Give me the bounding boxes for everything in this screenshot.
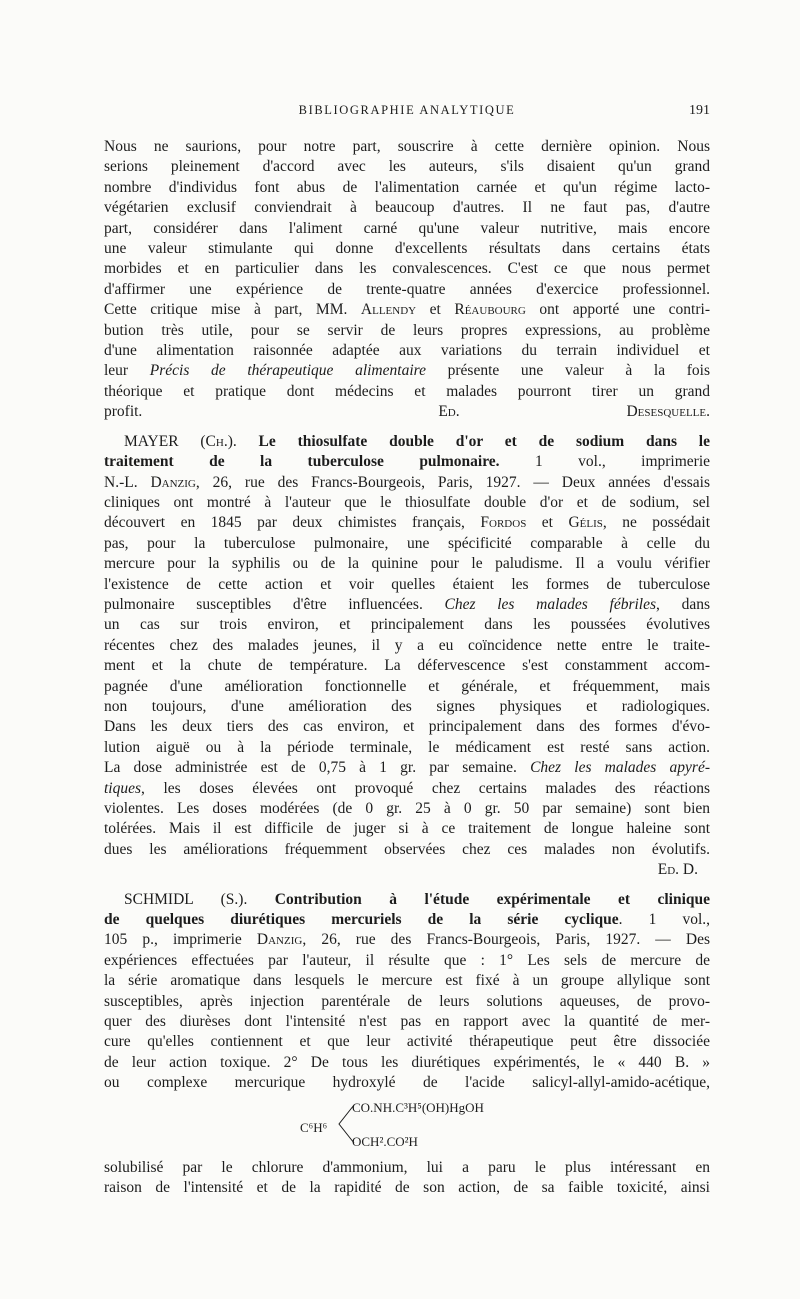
entry-title: Contribution à l'étude expérimentale et clinique [274,890,710,908]
text-fragment: N.-L. [104,473,151,491]
author-name: Réaubourg [454,301,526,319]
text-line: part, considérer dans l'aliment carné qu'une valeur nutritive, mais encore [104,219,710,237]
text-line: de leur action toxique. 2° De tous les diurétiques expérimentés, le « 440 B. » [104,1053,710,1071]
text-line: pas, pour la tuberculose pulmonaire, une spécificité comparable à celle du [104,534,710,552]
entry-title: traitement de la tuberculose pulmonaire. [104,453,500,471]
text-fragment: , dans [656,595,711,613]
entry-heading-line [104,432,710,452]
text-line [104,595,710,615]
text-line [104,402,710,422]
entry-heading-line [104,890,710,910]
text-fragment: MAYER ( [124,432,206,450]
page-number: 191 [689,103,710,118]
author-name: Allendy [360,301,417,319]
text-line: d'affirmer une expérience de trente-quatre années d'exercice professionnel. [104,280,710,298]
text-line: mercure pour la syphilis ou de la quinine pour le paludisme. Il a voulu vérifier [104,555,710,573]
text-fragment: 1 vol., imprimerie [499,453,711,471]
publisher-name: Danzig [256,931,303,949]
text-fragment: La dose administrée est de 0,75 à 1 gr. par semaine. [104,759,531,777]
review-schmidl [104,890,710,1094]
text-line: serions pleinement d'accord avec les auteurs, s'ils disaient qu'un grand [104,158,710,176]
reviewer-signature: Ed. Desesquelle. [438,403,710,421]
entry-title: de quelques diurétiques mercuriels de la série cyclique [104,911,619,929]
text-line: théorique et pratique dont médecins et malades pourront tirer un grand [104,382,710,400]
text-line: violentes. Les doses modérées (de 0 gr. 25 à 0 gr. 50 par semaine) sont bien [104,800,710,817]
text-line: tolérées. Mais il est difficile de juger si à ce traitement de longue haleine sont [104,820,710,838]
review-schmidl-continuation [104,1158,710,1199]
text-line: quer des diurèses dont l'intensité n'est pas en rapport avec la quantité de mer- [104,1013,710,1031]
text-fragment: pulmonaire susceptibles d'être influencées. [104,595,445,613]
text-line: végétarien exclusif conviendrait à beaucoup d'autres. Il ne faut pas, d'autre [104,199,710,217]
text-fragment: ). [227,432,259,450]
reviewer-signature: Ed. D. [657,861,698,879]
text-line: morbides et en particulier dans les convalescences. C'est ce que nous permet [104,260,710,278]
text-line: Dans les deux tiers des cas environ, et principalement dans des formes d'évo- [104,718,710,736]
text-fragment: profit. [104,403,143,421]
entry-heading-line [104,910,710,930]
text-line: lution aiguë ou à la période terminale, le médicament est resté sans action. [104,738,710,756]
book-title: Précis de thérapeutique alimentaire [149,362,426,380]
chemical-formula [104,1098,710,1156]
text-line: récentes chez des malades jeunes, il y a eu coïncidence nette entre le traite- [104,636,710,654]
formula-lower-group: OCH².CO²H [352,1133,418,1149]
text-line: expériences effectuées par l'auteur, il résulte que : 1° Les sels de mercure de [104,951,710,969]
text-line: nombre d'individus font abus de l'alimentation carnée et qu'un régime lacto- [104,178,710,196]
text-fragment: et [416,301,455,319]
text-fragment: , 26, rue des Francs-Bourgeois, Paris, 1927. — Deux années d'essais [195,473,710,491]
text-line: un cas sur trois environ, et principalement dans les poussées évolutives [104,616,710,634]
text-fragment: , les doses élevées ont provoqué chez certains malades des réactions [141,779,710,797]
text-line: non toujours, d'une amélioration des signes physiques et radiologiques. [104,697,710,715]
text-line [104,513,710,533]
text-line: susceptibles, après injection parentérale de leurs solutions aqueuses, de provo- [104,992,710,1010]
text-fragment: 105 p., imprimerie [104,931,257,949]
running-head-title: BIBLIOGRAPHIE ANALYTIQUE [298,103,516,117]
text-fragment: , 26, rue des Francs-Bourgeois, Paris, 1927. — Des [302,931,710,949]
text-fragment: , ne possédait [602,514,710,532]
body-text [104,137,710,1199]
text-fragment: présente une valeur à la fois [425,362,711,380]
text-line: cure qu'elles contiennent et que leur activité thérapeutique peut être dissociée [104,1033,710,1051]
text-line: raison de l'intensité et de la rapidité de son action, de sa faible toxicité, ainsi [104,1179,710,1197]
text-line: l'existence de cette action et voir quelles étaient les formes de tuberculose [104,575,710,593]
text-line [104,779,710,799]
text-line [104,361,710,381]
text-line: la série aromatique dans lesquels le mercure est fixé à un groupe allylique sont [104,972,710,990]
chemist-name: Gélis [568,514,603,532]
text-line [104,930,710,950]
text-line: ou complexe mercurique hydroxylé de l'acide salicyl-allyl-amido-acétique, [104,1074,710,1092]
text-fragment: découvert en 1845 par deux chimistes français, [104,514,481,532]
emphasis: tiques [104,779,142,797]
text-line: cliniques ont montré à l'auteur que le thiosulfate double d'or et de sodium, sel [104,493,710,511]
text-line: bution très utile, pour se servir de leurs propres expressions, au problème [104,321,710,339]
text-line: une valeur stimulante qui donne d'excellents résultats dans certains états [104,240,710,258]
text-line: d'une alimentation raisonnée adaptée aux variations du terrain individuel et [104,342,710,360]
running-head [104,103,710,123]
text-fragment: . 1 vol., [618,911,711,929]
author-initial: Ch. [205,432,228,450]
entry-title: Le thiosulfate double d'or et de sodium dans le [258,432,710,450]
text-line: dues les améliorations fréquemment observées chez ces malades non évolutifs. [104,840,710,858]
text-fragment: Cette critique mise à part, MM. [104,301,361,319]
formula-upper-group: CO.NH.C³H⁵(OH)HgOH [352,1099,484,1115]
text-line: Nous ne saurions, pour notre part, souscrire à cette dernière opinion. Nous [104,138,710,155]
text-line: ment et la chute de température. La défervescence s'est constamment accom- [104,657,710,675]
publisher-name: Danzig [150,473,196,491]
review-mayer [104,432,710,881]
text-line [104,758,710,778]
text-line [104,300,710,320]
review-allendy-continuation [104,137,710,423]
text-line: solubilisé par le chlorure d'ammonium, lui a paru le plus intéressant en [104,1158,710,1176]
entry-heading-line [104,452,710,472]
text-fragment: et [526,514,569,532]
text-line: pagnée d'une amélioration fonctionnelle et générale, et fréquemment, mais [104,677,710,695]
emphasis: Chez les malades apyré- [530,759,710,777]
text-fragment: leur [104,362,150,380]
text-fragment: SCHMIDL (S.). [124,890,275,908]
text-line [104,473,710,493]
emphasis: Chez les malades fébriles [444,595,657,613]
formula-base: C⁶H⁶ [300,1119,328,1135]
chemist-name: Fordos [480,514,527,532]
text-fragment: ont apporté une contri- [525,301,710,319]
